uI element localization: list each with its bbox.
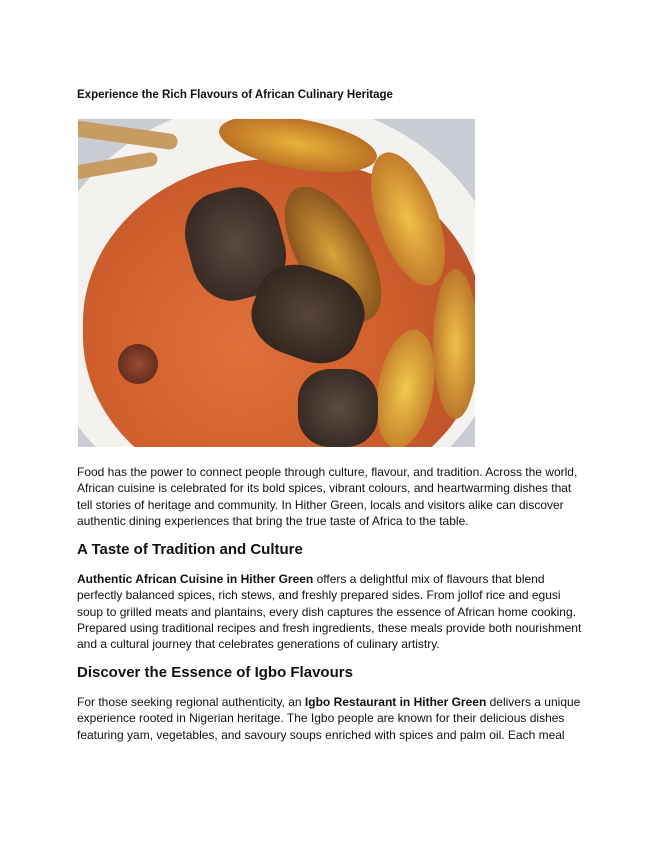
bold-keyword: Igbo Restaurant in Hither Green [304,695,487,709]
section2-paragraph [77,694,580,743]
section-heading: A Taste of Tradition and Culture [77,541,303,558]
section1-paragraph [77,571,581,652]
intro-line: authentic dining experiences that bring the true taste of Africa to the table. [77,513,469,528]
paragraph-text: For those seeking regional authenticity, an [77,695,305,709]
paragraph-line: Prepared using traditional recipes and fresh ingredients, these meals provide both nourishment [77,620,582,635]
intro-line: tell stories of heritage and community. In Hither Green, locals and visitors alike can discover [77,497,564,512]
intro-paragraph [77,464,577,529]
paragraph-text: delivers a unique [486,695,581,709]
food-photo [78,119,475,447]
intro-line: Food has the power to connect people through culture, flavour, and tradition. Across the world, [77,465,578,479]
plantain [433,269,475,419]
paragraph-line: soup to grilled meats and plantains, every dish captures the essence of African home cooking. [77,604,576,619]
section-heading: Discover the Essence of Igbo Flavours [77,664,353,681]
paragraph-line: perfectly balanced spices, rich stews, and freshly prepared sides. From jollof rice and egusi [77,588,561,603]
paragraph-line: and a cultural journey that celebrates generations of culinary artistry. [77,637,440,652]
paragraph-text: offers a delightful mix of flavours that blend [313,572,545,586]
paragraph-line: featuring yam, vegetables, and savoury soups enriched with spices and palm oil. Each meal [77,727,565,742]
sausage [118,344,158,384]
meat [298,369,378,447]
bold-keyword: Authentic African Cuisine in Hither Green [77,572,314,586]
intro-line: African cuisine is celebrated for its bold spices, vibrant colours, and heartwarming dishes that [77,481,572,496]
document-title: Experience the Rich Flavours of African Culinary Heritage [77,89,393,101]
paragraph-line: experience rooted in Nigerian heritage. The Igbo people are known for their delicious dishes [77,711,565,726]
